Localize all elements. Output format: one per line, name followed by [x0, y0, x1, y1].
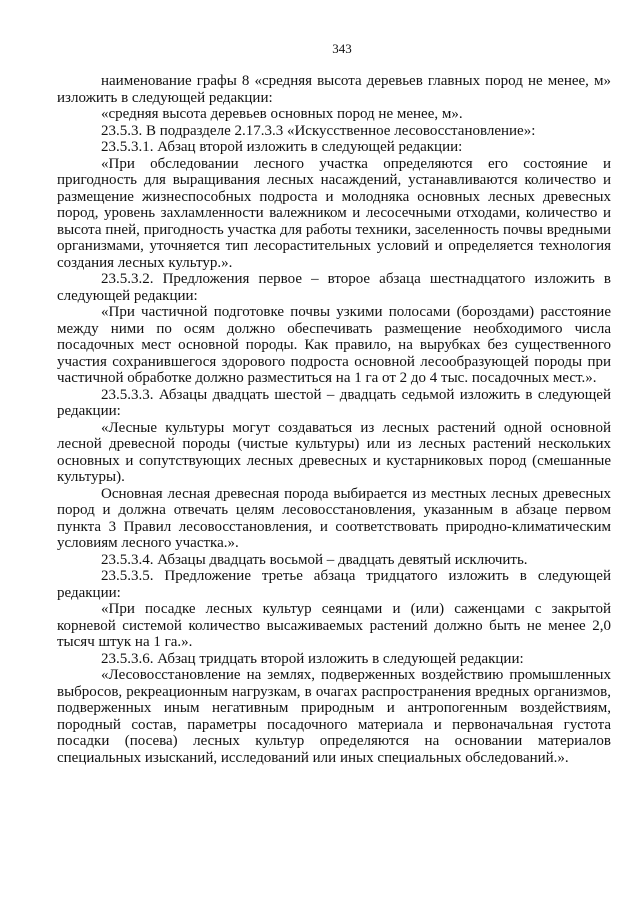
paragraph: «При посадке лесных культур сеянцами и (или) саженцами с закрытой корневой системой количество высаживаемых растений должно быть не менее 2,0 тысяч штук на 1 га.». — [57, 601, 611, 650]
document-body — [57, 73, 611, 766]
paragraph: Основная лесная древесная порода выбирается из местных лесных древесных пород и должна отвечать целям лесовосстановления, указанным в абзаце первом пункта 3 Правил лесовосстановления, и соответствовать природно-климатическим условиям лесного участка.». — [57, 485, 611, 551]
paragraph: 23.5.3. В подразделе 2.17.3.3 «Искусственное лесовосстановление»: — [101, 122, 536, 139]
paragraph: «При обследовании лесного участка определяются его состояние и пригодность для выращивания лесных насаждений, устанавливаются количество и размещение жизнеспособных подроста и молодняка основных лесных древесных пород, уровень захламленности валежником и лесосечными отходами, количество и высота пней, пригодность участка для работы техники, заселенность почвы вредными организмами, уточняется тип лесорастительных условий и определяется технология создания лесных культур.». — [57, 155, 611, 271]
paragraph: 23.5.3.5. Предложение третье абзаца тридцатого изложить в следующей редакции: — [57, 568, 611, 601]
paragraph: «Лесные культуры могут создаваться из лесных растений одной основной лесной древесной породы (чистые культуры) или из лесных растений нескольких основных и сопутствующих лесных древесных и кустарниковых пород (смешанные культуры). — [57, 419, 611, 485]
paragraph: 23.5.3.6. Абзац тридцать второй изложить в следующей редакции: — [101, 650, 524, 667]
page-number: 343 — [332, 41, 352, 56]
paragraph: «При частичной подготовке почвы узкими полосами (бороздами) расстояние между ними по осям должно обеспечивать размещение необходимого числа посадочных мест основной породы. Как правило, на вырубках без существенного участия сохранившегося здорового подроста основной лесообразующей породы при частичной обработке должно разместиться на 1 га от 2 до 4 тыс. посадочных мест.». — [57, 304, 611, 386]
paragraph: 23.5.3.2. Предложения первое – второе абзаца шестнадцатого изложить в следующей редакции: — [57, 271, 611, 304]
paragraph: 23.5.3.1. Абзац второй изложить в следующей редакции: — [101, 139, 463, 155]
paragraph: «средняя высота деревьев основных пород не менее, м». — [101, 106, 463, 122]
paragraph: 23.5.3.4. Абзацы двадцать восьмой – двадцать девятый исключить. — [101, 551, 528, 568]
paragraph: «Лесовосстановление на землях, подверженных воздействию промышленных выбросов, рекреационным нагрузкам, в очагах распространения вредных организмов, подверженных иным негативным природным и антропогенным воздействиям, породный состав, параметры посадочного материала и первоначальная густота посадки (посева) лесных культур определяются на основании материалов специальных изысканий, исследований или иных специальных обследований.». — [57, 667, 611, 766]
paragraph: 23.5.3.3. Абзацы двадцать шестой – двадцать седьмой изложить в следующей редакции: — [57, 386, 611, 419]
paragraph: наименование графы 8 «средняя высота деревьев главных пород не менее, м» изложить в следующей редакции: — [57, 73, 611, 106]
